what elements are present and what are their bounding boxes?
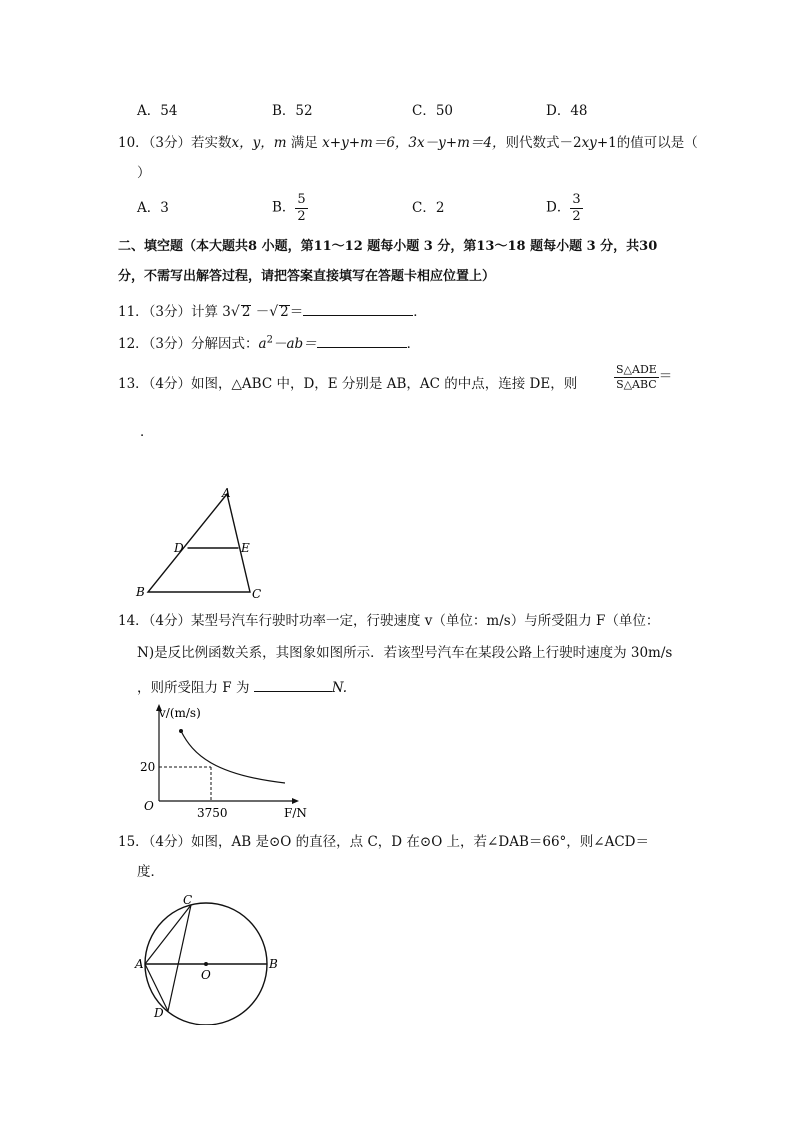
- q9-option-a: A．54: [137, 103, 178, 119]
- q9-option-c: C．50: [412, 103, 454, 119]
- q11-prefix: 11．（3分）计算 3: [118, 304, 231, 320]
- q10-option-d-den: 2: [572, 208, 581, 224]
- center-point: [204, 962, 208, 966]
- sqrt-symbol: √: [269, 304, 279, 320]
- q15-circle-figure: [130, 890, 290, 1025]
- q14-graph: [135, 700, 320, 825]
- x-tick-label: 3750: [197, 806, 228, 820]
- q13-triangle-figure: [130, 480, 270, 605]
- q10-mid: 满足: [286, 135, 323, 151]
- q11-radicand-1: 2: [241, 304, 251, 320]
- triangle-abc: [148, 494, 250, 592]
- q12-answer-blank[interactable]: [317, 335, 407, 348]
- y-axis-label: v/(m/s): [159, 706, 201, 720]
- inverse-curve: [181, 731, 285, 783]
- q10-vars: x，y，m: [231, 135, 287, 151]
- q10-option-d-num: 3: [572, 192, 581, 207]
- q10-option-c: C．2: [412, 200, 445, 216]
- q13-ratio: [614, 364, 672, 390]
- q10-option-b-fraction: [295, 193, 307, 223]
- q10-paren-close: ）: [137, 165, 151, 181]
- q11: [118, 303, 427, 320]
- q14-line1: 14．（4分）某型号汽车行驶时功率一定，行驶速度 v（单位：m/s）与所受阻力 F（单位：: [118, 613, 660, 629]
- q9-option-d: D．48: [546, 103, 588, 119]
- q13-equals: ＝: [658, 368, 673, 385]
- label-o: O: [201, 968, 211, 982]
- q10-option-b-num: 5: [297, 192, 306, 207]
- label-d: D: [154, 1006, 164, 1020]
- q12-a: a: [258, 336, 267, 352]
- label-a: A: [222, 486, 231, 500]
- q11-end: ．: [413, 304, 427, 320]
- label-e: E: [241, 541, 250, 555]
- q9-option-b: B．52: [272, 103, 313, 119]
- q10-stem: [118, 137, 698, 151]
- q15-line1: 15．（4分）如图，AB 是⊙O 的直径，点 C，D 在⊙O 上，若∠DAB＝66°，则∠ACD＝: [118, 834, 650, 850]
- q10-option-d: [546, 193, 583, 223]
- q10-mid2: 则代数式－2: [505, 135, 582, 151]
- q10-option-b-label: B．: [272, 199, 296, 216]
- q10-prefix: 10．（3分）若实数: [118, 135, 232, 151]
- q14-line3: [137, 679, 347, 696]
- label-a: A: [135, 957, 144, 971]
- label-d: D: [174, 541, 184, 555]
- origin-label: O: [144, 799, 154, 813]
- q10-option-d-fraction: [570, 193, 582, 223]
- q11-radicand-2: 2: [280, 304, 289, 320]
- q10-option-a: A．3: [137, 200, 169, 216]
- chord-cd: [168, 905, 191, 1011]
- label-b: B: [136, 585, 145, 599]
- q11-equals: ＝: [289, 304, 304, 320]
- q13-numerator: S△ADE: [616, 363, 657, 376]
- label-c: C: [183, 893, 193, 907]
- q10-option-b-den: 2: [297, 208, 306, 224]
- x-axis-arrow: [292, 798, 299, 804]
- q14-line3-prefix: ，则所受阻力 F 为: [137, 680, 250, 696]
- q14-answer-blank[interactable]: [254, 679, 332, 692]
- q11-minus: －: [251, 304, 270, 320]
- q14-line2: N)是反比例函数关系，其图象如图所示．若该型号汽车在某段公路上行驶时速度为 30m/s: [137, 645, 673, 661]
- q14-unit: N.: [331, 680, 347, 696]
- y-tick-label: 20: [140, 760, 156, 774]
- curve-endpoint: [179, 729, 183, 733]
- q12-exponent: 2: [266, 334, 273, 346]
- q15-line2: 度．: [137, 864, 164, 880]
- q13-denominator: S△ABC: [616, 377, 657, 391]
- q11-answer-blank[interactable]: [303, 303, 413, 316]
- q12-end: ．: [406, 336, 421, 352]
- q13-text: 13．（4分）如图，△ABC 中，D，E 分别是 AB，AC 的中点，连接 DE，则: [118, 376, 578, 392]
- chord-ad: [145, 964, 168, 1011]
- label-c: C: [252, 587, 262, 601]
- section2-heading-line1: 二、填空题（本大题共8 小题，第11～12 题每小题 3 分，第13～18 题每小题 3 分，共30: [118, 239, 658, 254]
- label-b: B: [269, 957, 278, 971]
- x-axis-label: F/N: [284, 806, 307, 820]
- q10-option-d-label: D．: [546, 199, 571, 216]
- q12-prefix: 12．（3分）分解因式：: [118, 336, 259, 352]
- q13-fraction: [614, 364, 659, 390]
- q10-equations: x+y+m＝6，3x－y+m＝4，: [322, 135, 506, 151]
- q10-option-b: [272, 193, 308, 223]
- q12-rest: －ab＝: [272, 336, 317, 352]
- q13-end: ．: [140, 424, 154, 440]
- section2-heading-line2: 分，不需写出解答过程，请把答案直接填写在答题卡相应位置上）: [118, 269, 496, 284]
- q10-xy: xy: [581, 135, 597, 151]
- q10-end: +1的值可以是（: [596, 135, 698, 151]
- sqrt-symbol: √: [230, 304, 240, 320]
- q12: [118, 335, 420, 352]
